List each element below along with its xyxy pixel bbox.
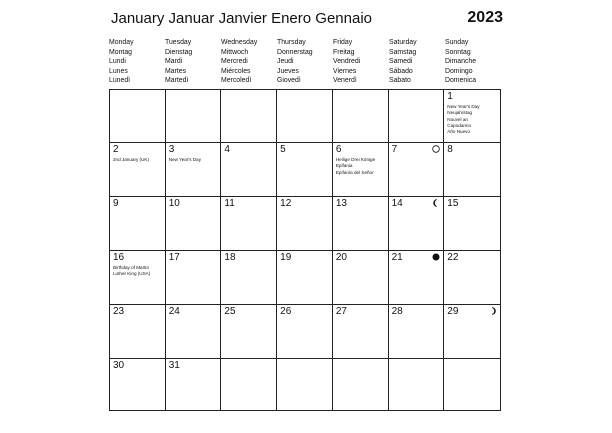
weekday-name: Viernes bbox=[333, 67, 357, 75]
day-number: 24 bbox=[168, 306, 180, 317]
weekday-header-saturday bbox=[389, 38, 445, 86]
empty-day-cell bbox=[277, 90, 333, 143]
day-number: 19 bbox=[280, 252, 292, 263]
day-number: 16 bbox=[113, 252, 125, 263]
weekday-name: Samstag bbox=[389, 48, 417, 56]
empty-day-cell bbox=[444, 359, 500, 410]
day-number: 7 bbox=[391, 144, 398, 155]
month-title: January Januar Janvier Enero Gennaio bbox=[111, 10, 372, 27]
holiday-name: 2nd January (UK) bbox=[113, 157, 150, 162]
weekday-name: Wednesday bbox=[221, 39, 258, 46]
day-cell-2 bbox=[110, 143, 166, 197]
weekday-name: Monday bbox=[109, 39, 134, 46]
weekday-name: Friday bbox=[333, 39, 353, 46]
weekday-name: Samedi bbox=[389, 58, 413, 66]
weekday-name: Mittwoch bbox=[221, 48, 249, 56]
weekday-header-thursday bbox=[277, 38, 333, 86]
holiday-list bbox=[336, 157, 386, 176]
day-number: 9 bbox=[113, 198, 119, 209]
day-cell-3 bbox=[166, 143, 222, 197]
empty-day-cell bbox=[166, 90, 222, 143]
day-cell-11 bbox=[221, 197, 277, 251]
day-cell-10 bbox=[166, 197, 222, 251]
day-number: 18 bbox=[224, 252, 236, 263]
day-cell-8 bbox=[444, 143, 500, 197]
weekday-name: Lundi bbox=[109, 58, 126, 66]
day-number: 3 bbox=[168, 144, 175, 155]
day-number: 28 bbox=[391, 306, 403, 317]
day-number: 10 bbox=[168, 198, 180, 209]
weekday-name: Jeudi bbox=[277, 58, 294, 66]
weekday-name: Mercredi bbox=[221, 58, 248, 66]
day-cell-12 bbox=[277, 197, 333, 251]
day-cell-15 bbox=[444, 197, 500, 251]
day-cell-30 bbox=[110, 359, 166, 410]
day-cell-16 bbox=[110, 251, 166, 305]
weekday-name: Dienstag bbox=[165, 48, 193, 56]
empty-day-cell bbox=[333, 90, 389, 143]
empty-day-cell bbox=[110, 90, 166, 143]
weekday-headers bbox=[109, 38, 501, 90]
day-number: 17 bbox=[168, 252, 180, 263]
day-cell-31 bbox=[166, 359, 222, 410]
first-quarter-moon-icon bbox=[489, 307, 497, 315]
day-cell-1 bbox=[444, 90, 500, 143]
empty-day-cell bbox=[389, 359, 445, 410]
day-number: 20 bbox=[335, 252, 347, 263]
day-cell-23 bbox=[110, 305, 166, 359]
year-label: 2023 bbox=[467, 9, 503, 26]
day-cell-28 bbox=[389, 305, 445, 359]
weekday-header-wednesday bbox=[221, 38, 277, 86]
day-cell-9 bbox=[110, 197, 166, 251]
day-cell-20 bbox=[333, 251, 389, 305]
weekday-name: Domingo bbox=[445, 67, 473, 75]
day-cell-17 bbox=[166, 251, 222, 305]
day-cell-14 bbox=[389, 197, 445, 251]
holiday-name: Nouvel an bbox=[447, 116, 468, 122]
weekday-name: Miércoles bbox=[221, 67, 251, 75]
day-cell-18 bbox=[221, 251, 277, 305]
weekday-name: Donnerstag bbox=[277, 48, 313, 56]
holiday-list bbox=[447, 104, 498, 135]
weekday-header-sunday bbox=[445, 38, 501, 86]
day-number: 5 bbox=[280, 144, 286, 155]
day-number: 25 bbox=[224, 306, 236, 317]
holiday-name: New Year's Day bbox=[447, 104, 480, 109]
day-number: 1 bbox=[447, 91, 453, 102]
day-number: 31 bbox=[168, 360, 180, 371]
empty-day-cell bbox=[221, 359, 277, 410]
day-number: 14 bbox=[391, 198, 403, 209]
weekday-header-friday bbox=[333, 38, 389, 86]
empty-day-cell bbox=[389, 90, 445, 143]
weekday-name: Venerdì bbox=[333, 77, 357, 85]
day-number: 22 bbox=[447, 252, 459, 263]
day-cell-19 bbox=[277, 251, 333, 305]
holiday-name: Año Nuevo bbox=[447, 129, 471, 135]
day-number: 6 bbox=[335, 144, 342, 155]
day-number: 4 bbox=[224, 144, 230, 155]
day-number: 27 bbox=[335, 306, 347, 317]
day-number: 15 bbox=[447, 198, 459, 209]
weekday-name: Martedì bbox=[165, 77, 189, 85]
weekday-name: Mercoledì bbox=[221, 77, 252, 85]
weekday-name: Dimanche bbox=[445, 58, 477, 66]
day-number: 23 bbox=[113, 306, 125, 317]
holiday-name: New Year's Day bbox=[168, 157, 201, 162]
day-cell-25 bbox=[221, 305, 277, 359]
weekday-name: Jueves bbox=[277, 67, 299, 75]
weekday-name: Lunedì bbox=[109, 77, 131, 85]
weekday-name: Sonntag bbox=[445, 48, 471, 56]
weekday-name: Domenica bbox=[445, 77, 477, 85]
weekday-name: Freitag bbox=[333, 48, 355, 56]
weekday-name: Thursday bbox=[277, 39, 306, 46]
holiday-list bbox=[169, 157, 219, 163]
weekday-header-monday bbox=[109, 38, 165, 86]
holiday-name: Epifanía del Señor bbox=[335, 169, 374, 175]
weekday-name: Saturday bbox=[389, 39, 417, 46]
new-moon-icon bbox=[432, 253, 440, 261]
holiday-name: Birthday of Martin bbox=[113, 265, 149, 270]
day-number: 13 bbox=[335, 198, 347, 209]
weekday-name: Vendredi bbox=[333, 58, 361, 66]
holiday-name: Capodanno bbox=[447, 122, 472, 128]
weekday-name: Sunday bbox=[445, 39, 469, 46]
holiday-name: Neujahrstag bbox=[447, 110, 473, 116]
day-number: 30 bbox=[113, 360, 125, 371]
weekday-header-tuesday bbox=[165, 38, 221, 86]
day-number: 12 bbox=[280, 198, 292, 209]
weekday-name: Lunes bbox=[109, 67, 128, 75]
empty-day-cell bbox=[221, 90, 277, 143]
weekday-name: Montag bbox=[109, 48, 132, 56]
weekday-name: Giovedì bbox=[277, 77, 301, 85]
last-quarter-moon-icon bbox=[432, 199, 440, 207]
day-number: 29 bbox=[447, 306, 459, 317]
day-number: 21 bbox=[391, 252, 403, 263]
day-cell-4 bbox=[221, 143, 277, 197]
empty-day-cell bbox=[333, 359, 389, 410]
day-cell-21 bbox=[389, 251, 445, 305]
day-cell-6 bbox=[333, 143, 389, 197]
day-cell-5 bbox=[277, 143, 333, 197]
day-cell-13 bbox=[333, 197, 389, 251]
empty-day-cell bbox=[277, 359, 333, 410]
day-cell-22 bbox=[444, 251, 500, 305]
holiday-name: Luther King (USA) bbox=[113, 271, 151, 277]
calendar-grid bbox=[109, 89, 501, 411]
day-cell-27 bbox=[333, 305, 389, 359]
day-cell-24 bbox=[166, 305, 222, 359]
holiday-list bbox=[113, 157, 163, 163]
day-cell-26 bbox=[277, 305, 333, 359]
holiday-name: Epifania bbox=[335, 163, 353, 169]
weekday-name: Martes bbox=[165, 67, 187, 75]
day-number: 8 bbox=[447, 144, 453, 155]
day-number: 11 bbox=[224, 198, 235, 209]
holiday-list bbox=[113, 265, 163, 278]
weekday-name: Sabato bbox=[389, 77, 411, 85]
day-cell-29 bbox=[444, 305, 500, 359]
holiday-name: Heilige Drei Könige bbox=[335, 157, 376, 162]
day-cell-7 bbox=[389, 143, 445, 197]
weekday-name: Mardi bbox=[165, 58, 183, 66]
weekday-name: Sábado bbox=[389, 67, 413, 75]
day-number: 26 bbox=[280, 306, 292, 317]
weekday-name: Tuesday bbox=[165, 39, 192, 46]
day-number: 2 bbox=[113, 144, 119, 155]
full-moon-icon bbox=[432, 145, 440, 153]
